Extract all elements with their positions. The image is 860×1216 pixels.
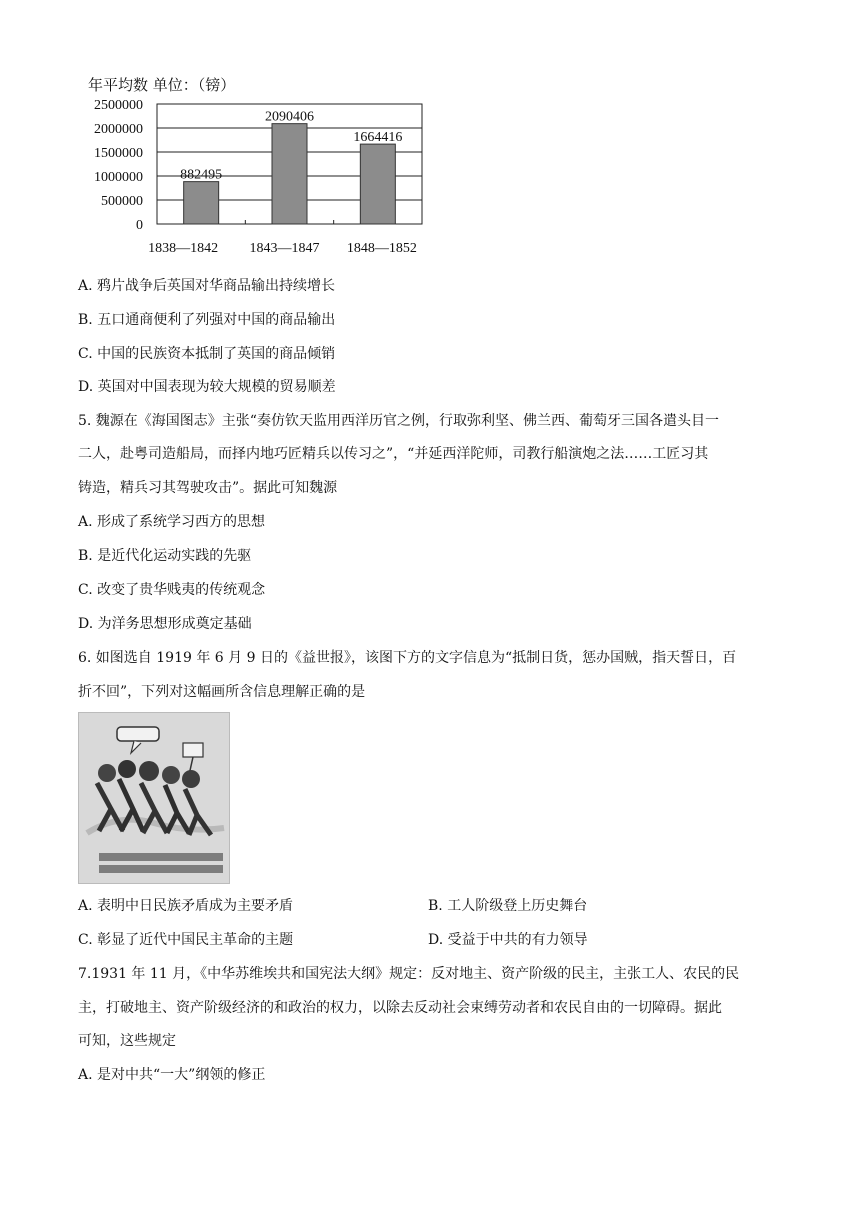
- bar-3: [360, 144, 395, 224]
- bar-value-label: 1664416: [353, 130, 403, 146]
- x-category-label: 1838—1842: [148, 241, 219, 256]
- bar-value-label: 2090406: [265, 109, 314, 125]
- bar-1: [184, 182, 219, 224]
- q7-stem-line-2: 主，打破地主、资产阶级经济的和政治的权力，以除去反动社会束缚劳动者和农民自由的一切障碍。据此: [78, 1000, 722, 1016]
- q7-stem-line-3: 可知，这些规定: [78, 1033, 176, 1049]
- q4-option-c: C. 中国的民族资本抵制了英国的商品倾销: [78, 346, 336, 362]
- q5-stem-line-1: 5. 魏源在《海国图志》主张“奏仿钦天监用西洋历官之例，行取弥利坚、佛兰西、葡萄牙三国各遣头目一: [78, 413, 719, 429]
- y-tick-label: 2500000: [94, 98, 143, 113]
- trade-bar-chart: [78, 72, 428, 262]
- q5-option-b: B. 是近代化运动实践的先驱: [78, 548, 252, 564]
- q6-option-a: A. 表明中日民族矛盾成为主要矛盾: [78, 898, 294, 914]
- q7-stem-line-1: 7.1931 年 11 月，《中华苏维埃共和国宪法大纲》规定：反对地主、资产阶级的民主，主张工人、农民的民: [78, 966, 740, 982]
- q4-option-b: B. 五口通商便利了列强对中国的商品输出: [78, 312, 336, 328]
- q5-option-c: C. 改变了贵华贱夷的传统观念: [78, 582, 266, 598]
- y-tick-label: 1000000: [94, 170, 143, 185]
- q6-option-c: C. 彰显了近代中国民主革命的主题: [78, 932, 294, 948]
- x-category-label: 1843—1847: [249, 241, 320, 256]
- q6-option-d: D. 受益于中共的有力领导: [428, 932, 588, 948]
- q5-stem-line-3: 铸造，精兵习其驾驶攻击”。据此可知魏源: [78, 480, 338, 496]
- q6-stem-line-1: 6. 如图选自 1919 年 6 月 9 日的《益世报》，该图下方的文字信息为“抵制日货，惩办国贼，指天誓日，百: [78, 650, 737, 666]
- q6-stem-line-2: 折不回”，下列对这幅画所含信息理解正确的是: [78, 684, 366, 700]
- y-tick-label: 2000000: [94, 122, 143, 137]
- q5-option-d: D. 为洋务思想形成奠定基础: [78, 616, 252, 632]
- bar-2: [272, 124, 307, 224]
- q5-option-a: A. 形成了系统学习西方的思想: [78, 514, 266, 530]
- y-tick-label: 500000: [101, 194, 143, 209]
- q4-option-d: D. 英国对中国表现为较大规模的贸易顺差: [78, 379, 336, 395]
- chart-plot: [78, 72, 428, 262]
- bar-value-label: 882495: [180, 167, 223, 183]
- newspaper-cartoon-image: [78, 712, 230, 884]
- q6-option-b: B. 工人阶级登上历史舞台: [428, 898, 588, 914]
- q4-option-a: A. 鸦片战争后英国对华商品输出持续增长: [78, 278, 336, 294]
- q5-stem-line-2: 二人，赴粤司造船局，而择内地巧匠精兵以传习之”，“并延西洋陀师，司教行船演炮之法……工匠习其: [78, 446, 709, 462]
- y-tick-label: 1500000: [94, 146, 143, 161]
- x-category-label: 1848—1852: [346, 241, 417, 256]
- y-tick-label: 0: [136, 218, 143, 233]
- q7-option-a: A. 是对中共“一大”纲领的修正: [78, 1067, 266, 1083]
- chart-unit-label: 年平均数 单位：（镑）: [88, 76, 236, 94]
